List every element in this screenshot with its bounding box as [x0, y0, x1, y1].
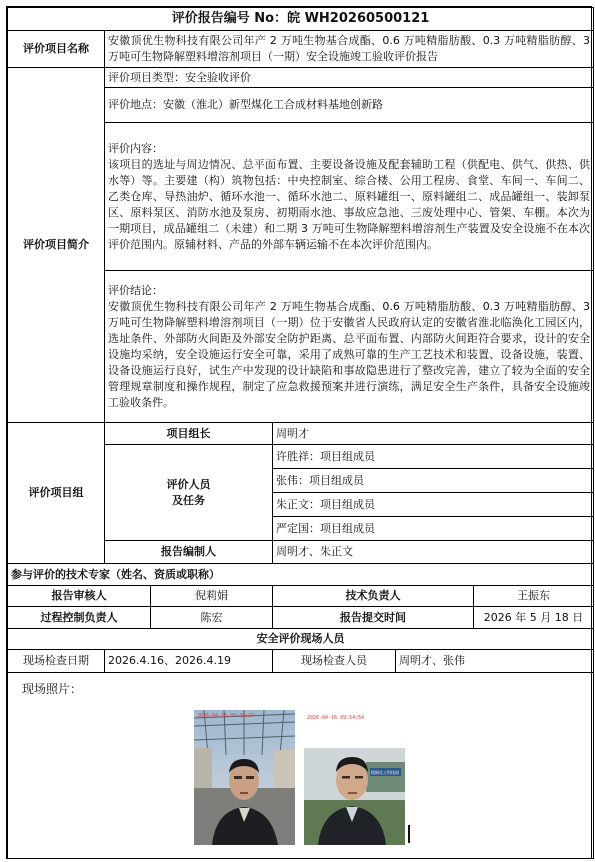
site-people-value: 周明才、张伟: [396, 650, 594, 673]
submit-time-label: 报告提交时间: [273, 607, 474, 629]
photo-2-timestamp: 2026-04-16 09:54:54: [307, 715, 365, 721]
site-date-value: 2026.4.16、2026.4.19: [105, 650, 273, 673]
team-label: 评价项目组: [8, 423, 105, 564]
report-page: [6, 6, 592, 859]
report-number-label: 评价报告编号 No：: [171, 11, 288, 26]
project-name-label: 评价项目名称: [8, 31, 105, 68]
content-text: 该项目的选址与周边情况、总平面布置、主要设备设施及配套辅助工程（供配电、供气、供热、供水等）等。主要建（构）筑物包括：中央控制室、综合楼、公用工程房、食堂、车间一、车间二、乙类仓库、导热油炉、循环水池一、循环水池二、原料罐组一、原料罐组二、成品罐组一、装卸泵区、原料泵区、消防水池及泵房、初期雨水池、事故应急池、三废处理中心、管架、车棚。本次为一期项目，成品罐组二（未建）和二期 3 万吨可生物降解塑料增溶剂生产装置及安全设施不在本次评价范围内。原辅材料、产品的外部车辆运输不在本次评价范围内。: [108, 157, 591, 251]
project-name-value: 安徽顶优生物科技有限公司年产 2 万吨生物基合成酯、0.6 万吨精脂肪酸、0.3 万吨精脂肪醇、3 万吨可生物降解塑料增溶剂项目（一期）安全设施竣工验收评价报告: [105, 31, 594, 68]
text-cursor: [408, 825, 410, 843]
member-row: 严定国：项目组成员: [273, 517, 594, 541]
members-label: [105, 445, 273, 541]
photo-2-sign-text: 精细化工科技园: [371, 770, 399, 775]
intro-label: 评价项目简介: [8, 68, 105, 423]
site-photos-label: 现场照片：: [22, 682, 83, 696]
project-content: [105, 123, 594, 271]
site-date-label: 现场检查日期: [8, 650, 105, 673]
leader-value: 周明才: [273, 423, 594, 445]
project-conclusion: [105, 271, 594, 423]
report-number-value: 皖 WH20260500121: [287, 11, 430, 26]
submit-time-value: 2026 年 5 月 18 日: [474, 607, 594, 629]
site-photo-2: [304, 710, 405, 845]
reviewer-value: 倪莉娟: [151, 586, 273, 607]
editor-label: 报告编制人: [105, 541, 273, 564]
project-type: 评价项目类型：安全验收评价: [105, 68, 594, 88]
member-row: 朱正文：项目组成员: [273, 493, 594, 517]
report-number-title: [8, 8, 594, 31]
members-label-line2: 及任务: [172, 493, 205, 507]
members-label-line1: 评价人员: [166, 477, 211, 491]
member-row: 许胜祥：项目组成员: [273, 445, 594, 469]
process-control-label: 过程控制负责人: [8, 607, 151, 629]
editor-value: 周明才、朱正文: [273, 541, 594, 564]
experts-label: 参与评价的技术专家（姓名、资质或职称）: [8, 564, 594, 586]
process-control-value: 陈宏: [151, 607, 273, 629]
project-location: 评价地点：安徽（淮北）新型煤化工合成材料基地创新路: [105, 88, 594, 123]
tech-lead-value: 王振东: [474, 586, 594, 607]
site-photos-cell: [8, 673, 594, 859]
conclusion-title: 评价结论：: [108, 283, 163, 297]
content-title: 评价内容：: [108, 141, 163, 155]
leader-label: 项目组长: [105, 423, 273, 445]
site-photo-1: [194, 710, 295, 845]
tech-lead-label: 技术负责人: [273, 586, 474, 607]
conclusion-text: 安徽顶优生物科技有限公司年产 2 万吨生物基合成酯、0.6 万吨精脂肪酸、0.3 万吨精脂肪醇、3 万吨可生物降解塑料增溶剂项目（一期）位于安徽省人民政府认定的安徽省淮北临涣化工园区内，选址条件、外部防火间距及外部安全防护距离、总平面布置、内部防火间距符合要求，设计的安全设施均采纳，安全设施运行安全可靠，采用了成熟可靠的生产工艺技术和装置、设备设施，装置、设备设施运行良好，试生产中发现的设计缺陷和事故隐患进行了整改完善，建立了较为全面的安全管理规章制度和操作规程，制定了应急救援预案并进行演练，满足安全生产条件，具备安全设施竣工验收条件。: [108, 299, 591, 409]
report-table: [7, 7, 594, 859]
site-staff-header: 安全评价现场人员: [8, 629, 594, 650]
reviewer-label: 报告审核人: [8, 586, 151, 607]
site-people-label: 现场检查人员: [273, 650, 396, 673]
photo-1-timestamp: 2026-04-16 09:48:27: [197, 713, 255, 719]
member-row: 张伟：项目组成员: [273, 469, 594, 493]
